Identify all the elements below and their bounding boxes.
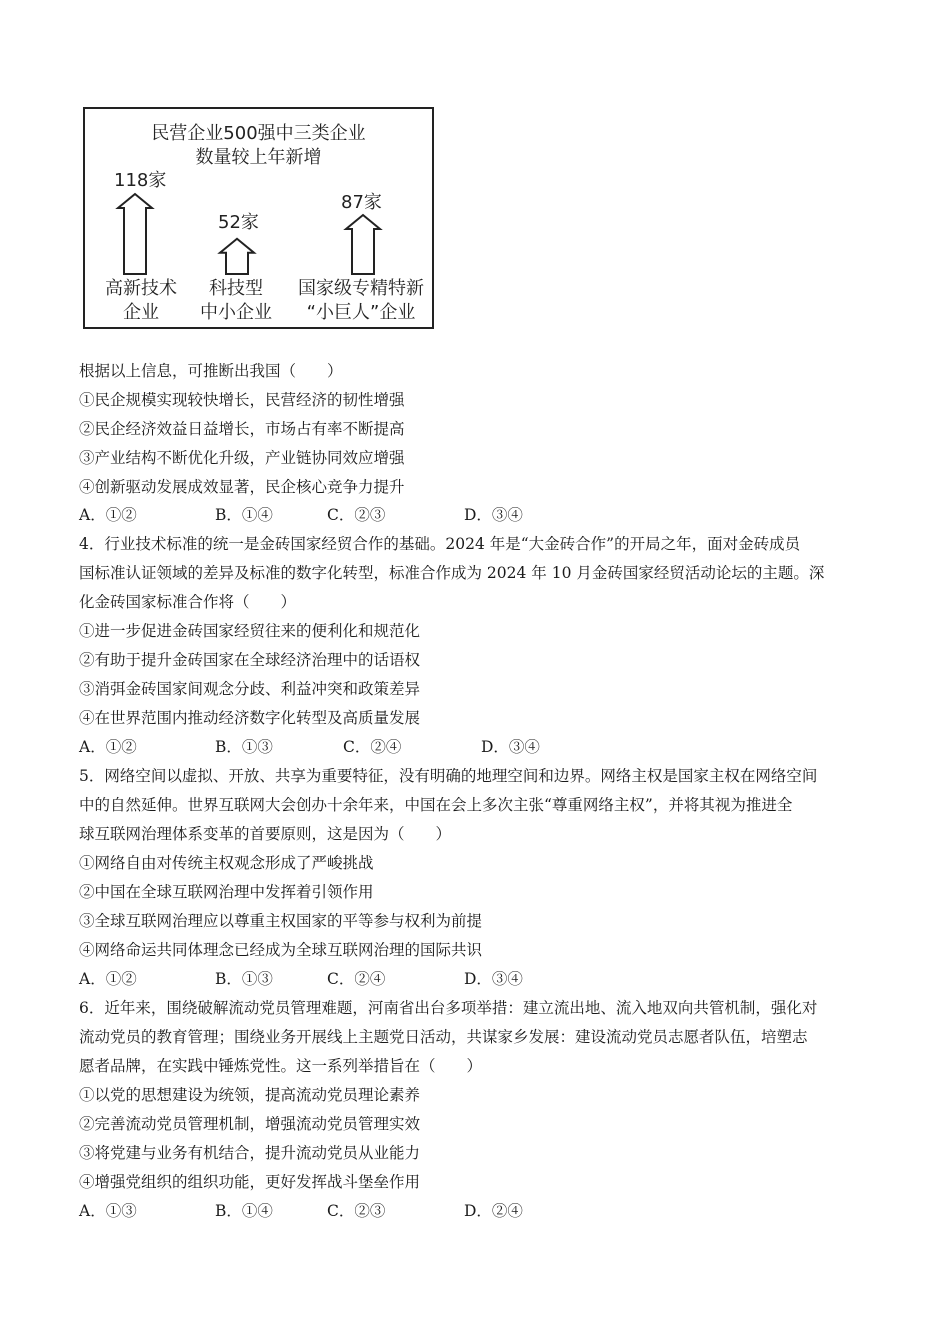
q6-options <box>79 1200 879 1222</box>
q6-option-b[interactable]: B．①④ <box>215 1202 273 1220</box>
q5-option-c[interactable]: C．②④ <box>327 970 386 988</box>
q4-item-2: ②有助于提升金砖国家在全球经济治理中的话语权 <box>79 651 421 669</box>
q6-option-c[interactable]: C．②③ <box>327 1202 386 1220</box>
q4-stem-line2: 国标准认证领域的差异及标准的数字化转型，标准合作成为 2024 年 10 月金砖国家经贸活动论坛的主题。深 <box>79 564 825 582</box>
arrow-bar-tech-sme <box>220 239 254 274</box>
bar-value-label-tech-sme: 52家 <box>218 212 259 233</box>
q3-item-1: ①民企规模实现较快增长，民营经济的韧性增强 <box>79 391 405 409</box>
q5-stem-line2: 中的自然延伸。世界互联网大会创办十余年来，中国在会上多次主张“尊重网络主权”，并将其视为推进全 <box>79 796 793 814</box>
q5-item-4: ④网络命运共同体理念已经成为全球互联网治理的国际共识 <box>79 941 483 959</box>
bar-value-label-little-giant: 87家 <box>341 192 382 213</box>
q3-item-3: ③产业结构不断优化升级，产业链协同效应增强 <box>79 449 405 467</box>
q4-option-b[interactable]: B．①③ <box>215 738 273 756</box>
q4-option-c[interactable]: C．②④ <box>343 738 402 756</box>
q4-option-a[interactable]: A．①② <box>79 738 137 756</box>
bar-label-little-giant-line2: “小巨人”企业 <box>306 302 416 323</box>
bar-label-high-tech-line1: 高新技术 <box>105 278 177 299</box>
q6-item-4: ④增强党组织的组织功能，更好发挥战斗堡垒作用 <box>79 1173 421 1191</box>
bar-label-tech-sme-line1: 科技型 <box>209 278 263 299</box>
bar-label-little-giant-line1: 国家级专精特新 <box>298 278 424 299</box>
q3-option-b[interactable]: B．①④ <box>215 506 273 524</box>
q5-stem-line1: 5．网络空间以虚拟、开放、共享为重要特征，没有明确的地理空间和边界。网络主权是国家主权在网络空间 <box>79 767 818 785</box>
bar-label-tech-sme-line2: 中小企业 <box>200 302 272 323</box>
q6-item-2: ②完善流动党员管理机制，增强流动党员管理实效 <box>79 1115 421 1133</box>
q4-item-3: ③消弭金砖国家间观念分歧、利益冲突和政策差异 <box>79 680 421 698</box>
q5-option-d[interactable]: D．③④ <box>464 970 523 988</box>
arrow-bar-little-giant <box>346 215 380 274</box>
arrow-bar-high-tech <box>118 194 152 274</box>
q3-option-d[interactable]: D．③④ <box>464 506 523 524</box>
q3-item-4: ④创新驱动发展成效显著，民企核心竞争力提升 <box>79 478 405 496</box>
q4-stem-line1: 4．行业技术标准的统一是金砖国家经贸合作的基础。2024 年是“大金砖合作”的开局之年，面对金砖成员 <box>79 535 801 553</box>
q5-option-a[interactable]: A．①② <box>79 970 137 988</box>
q5-option-b[interactable]: B．①③ <box>215 970 273 988</box>
q6-option-a[interactable]: A．①③ <box>79 1202 137 1220</box>
q6-stem-line3: 愿者品牌，在实践中锤炼党性。这一系列举措旨在（ ） <box>79 1057 483 1075</box>
q3-item-2: ②民企经济效益日益增长，市场占有率不断提高 <box>79 420 405 438</box>
q6-item-1: ①以党的思想建设为统领，提高流动党员理论素养 <box>79 1086 421 1104</box>
q4-item-4: ④在世界范围内推动经济数字化转型及高质量发展 <box>79 709 421 727</box>
q4-item-1: ①进一步促进金砖国家经贸往来的便利化和规范化 <box>79 622 421 640</box>
q6-stem-line2: 流动党员的教育管理；围绕业务开展线上主题党日活动，共谋家乡发展：建设流动党员志愿者队伍，培塑志 <box>79 1028 808 1046</box>
q3-option-a[interactable]: A．①② <box>79 506 137 524</box>
q5-item-3: ③全球互联网治理应以尊重主权国家的平等参与权利为前提 <box>79 912 483 930</box>
q5-options <box>79 968 879 990</box>
q4-options <box>79 736 879 758</box>
bar-value-label-high-tech: 118家 <box>114 170 167 191</box>
q6-item-3: ③将党建与业务有机结合，提升流动党员从业能力 <box>79 1144 421 1162</box>
q5-item-1: ①网络自由对传统主权观念形成了严峻挑战 <box>79 854 374 872</box>
q5-stem-line3: 球互联网治理体系变革的首要原则，这是因为（ ） <box>79 825 452 843</box>
q6-option-d[interactable]: D．②④ <box>464 1202 523 1220</box>
figure-title-line1: 民营企业500强中三类企业 <box>151 123 366 144</box>
q3-options <box>79 504 879 526</box>
q6-stem-line1: 6．近年来，围绕破解流动党员管理难题，河南省出台多项举措：建立流出地、流入地双向共管机制，强化对 <box>79 999 818 1017</box>
q4-stem-line3: 化金砖国家标准合作将（ ） <box>79 593 297 611</box>
q3-option-c[interactable]: C．②③ <box>327 506 386 524</box>
q5-item-2: ②中国在全球互联网治理中发挥着引领作用 <box>79 883 374 901</box>
q4-option-d[interactable]: D．③④ <box>481 738 540 756</box>
bar-label-high-tech-line2: 企业 <box>123 302 159 323</box>
enterprise-growth-figure <box>83 107 434 329</box>
figure-title-line2: 数量较上年新增 <box>195 147 322 168</box>
q3-stem: 根据以上信息，可推断出我国（ ） <box>79 362 343 380</box>
